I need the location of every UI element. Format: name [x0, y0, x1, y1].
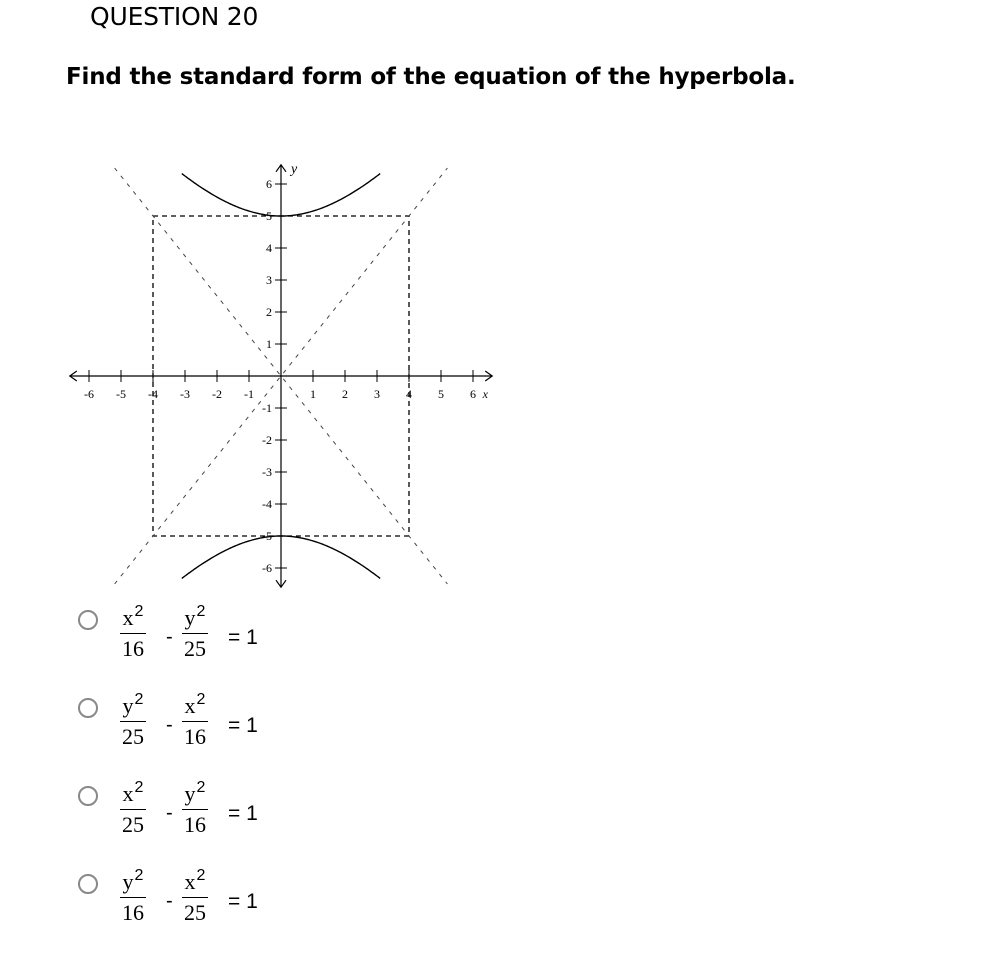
option-4[interactable] — [78, 864, 338, 944]
option-3-den1: 25 — [120, 809, 146, 836]
option-3-den2: 16 — [182, 809, 208, 836]
y-tick-label: -2 — [262, 433, 272, 447]
y-tick-label: -5 — [262, 529, 272, 543]
y-tick-label: 5 — [266, 209, 272, 223]
x-tick-label: -6 — [84, 387, 94, 401]
y-tick-label: 3 — [266, 273, 272, 287]
option-1-den1: 16 — [120, 633, 146, 660]
option-1-rhs: = 1 — [228, 626, 258, 649]
option-1-exp2: 2 — [196, 603, 206, 620]
option-1-fraction-1 — [120, 604, 146, 660]
option-1-num2: y — [184, 605, 196, 630]
option-1-exp1: 2 — [134, 603, 144, 620]
option-4-exp1: 2 — [134, 867, 144, 884]
y-axis-label: y — [291, 161, 298, 177]
option-1-minus: - — [166, 626, 173, 648]
option-3-num2: y — [184, 781, 196, 806]
x-tick-label: 1 — [310, 387, 316, 401]
y-tick-label: 2 — [266, 305, 272, 319]
x-tick-label: -4 — [148, 387, 158, 401]
option-3-rhs: = 1 — [228, 802, 258, 825]
option-3-exp2: 2 — [196, 779, 206, 796]
x-tick-label: 6 — [470, 387, 476, 401]
hyperbola-graph — [60, 155, 500, 595]
tick-labels — [84, 162, 489, 575]
y-tick-label: -3 — [262, 465, 272, 479]
x-tick-label: 3 — [374, 387, 380, 401]
question-number: QUESTION 20 — [90, 2, 259, 31]
option-4-radio[interactable] — [78, 874, 98, 894]
option-1-fraction-2 — [182, 604, 208, 660]
x-axis-label: x — [482, 387, 488, 401]
option-2-num1: y — [122, 693, 134, 718]
option-4-num2: x — [184, 869, 196, 894]
option-1-den2: 25 — [182, 633, 208, 660]
x-tick-label: 4 — [406, 387, 412, 401]
y-tick-label: -6 — [262, 561, 272, 575]
option-4-rhs: = 1 — [228, 890, 258, 913]
y-tick-label: 6 — [266, 177, 272, 191]
option-2-minus: - — [166, 714, 173, 736]
y-tick-label: 1 — [266, 337, 272, 351]
option-3-exp1: 2 — [134, 779, 144, 796]
option-4-den2: 25 — [182, 897, 208, 924]
option-4-den1: 16 — [120, 897, 146, 924]
option-4-exp2: 2 — [196, 867, 206, 884]
x-tick-label: 5 — [438, 387, 444, 401]
option-2-exp1: 2 — [134, 691, 144, 708]
option-1-radio[interactable] — [78, 610, 98, 630]
option-3-minus: - — [166, 802, 173, 824]
option-2-fraction-1 — [120, 692, 146, 748]
option-4-fraction-2 — [182, 868, 208, 924]
option-2-rhs: = 1 — [228, 714, 258, 737]
option-3-fraction-2 — [182, 780, 208, 836]
option-3-num1: x — [122, 781, 134, 806]
y-tick-label: -1 — [262, 401, 272, 415]
option-2-fraction-2 — [182, 692, 208, 748]
option-1-num1: x — [122, 605, 134, 630]
x-tick-label: -3 — [180, 387, 190, 401]
x-tick-label: -5 — [116, 387, 126, 401]
y-tick-label: 4 — [266, 241, 272, 255]
option-3-radio[interactable] — [78, 786, 98, 806]
option-1[interactable] — [78, 600, 338, 680]
option-2-radio[interactable] — [78, 698, 98, 718]
option-2-num2: x — [184, 693, 196, 718]
question-prompt: Find the standard form of the equation of the hyperbola. — [66, 64, 796, 90]
option-3-fraction-1 — [120, 780, 146, 836]
x-tick-label: -2 — [212, 387, 222, 401]
option-2[interactable] — [78, 688, 338, 768]
option-2-den1: 25 — [120, 721, 146, 748]
option-2-den2: 16 — [182, 721, 208, 748]
option-3[interactable] — [78, 776, 338, 856]
axes — [70, 165, 492, 587]
option-4-minus: - — [166, 890, 173, 912]
option-4-fraction-1 — [120, 868, 146, 924]
option-4-num1: y — [122, 869, 134, 894]
x-tick-label: -1 — [244, 387, 254, 401]
option-2-exp2: 2 — [196, 691, 206, 708]
x-tick-label: 2 — [342, 387, 348, 401]
y-tick-label: -4 — [262, 497, 272, 511]
